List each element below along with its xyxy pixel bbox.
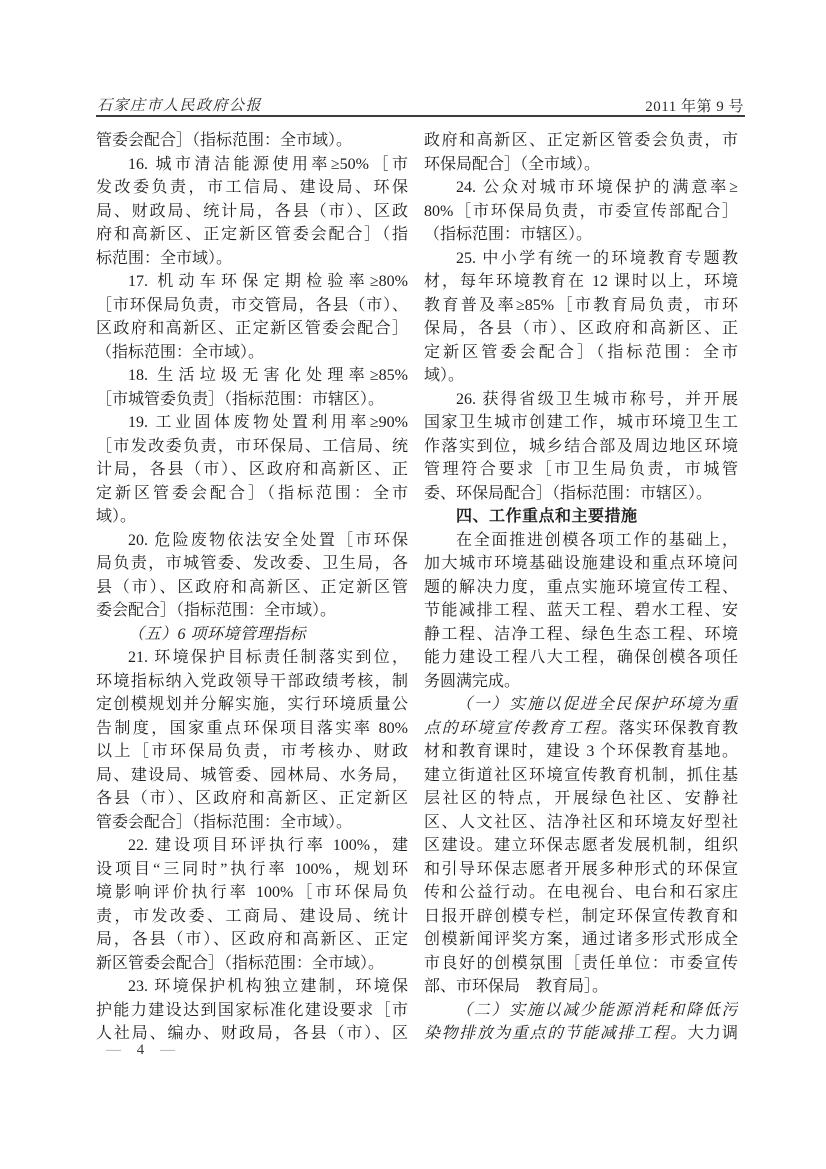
text-run: 区政府和高新区、正定新区管委会配合］ (96, 320, 408, 337)
text-line (96, 552, 408, 576)
issue-number: 2011 年第 9 号 (645, 99, 744, 115)
text-line (424, 623, 738, 647)
text-run: 国家卫生城市创建工作，城市环境卫生工 (424, 414, 738, 431)
text-run: 17. 机动车环保定期检验率≥80% (128, 273, 408, 290)
text-run: 80%［市环保局负责，市委宣传部配合］ (424, 202, 738, 220)
text-line (424, 811, 738, 835)
text-line (96, 435, 408, 459)
text-run: 局，各县（市）、区政府和高新区、正定 (96, 931, 408, 948)
text-run: 和引导环保志愿者开展多种形式的环保宣 (424, 860, 738, 878)
text-line (424, 129, 738, 153)
text-run: 局负责，市城管委、发改委、卫生局，各 (96, 555, 408, 572)
text-run: 政府和高新区、正定新区管委会负责，市 (424, 132, 738, 149)
text-run: 20. 危险废物依法安全处置［市环保 (128, 531, 408, 549)
text-line (96, 364, 408, 388)
text-run: 材，每年环境教育在 12 课时以上，环境 (424, 273, 738, 290)
text-line (424, 740, 738, 764)
text-line (96, 223, 408, 247)
text-run: （指标范围：市辖区）。 (424, 226, 593, 243)
text-run: 18. 生活垃圾无害化处理率≥85% (128, 367, 408, 384)
text-line (96, 928, 408, 952)
text-run: 23. 环境保护机构独立建制，环境保 (128, 978, 408, 995)
text-run: 委、环保局配合］（指标范围：市辖区）。 (424, 484, 713, 502)
text-run: 环境指标纳入党政领导干部政绩考核，制 (96, 672, 408, 690)
text-line (424, 834, 738, 858)
text-run: 保局，各县（市）、区政府和高新区、正 (424, 320, 738, 337)
text-line (424, 975, 738, 999)
text-line (96, 176, 408, 200)
text-run: 大力调 (687, 1025, 738, 1042)
text-line (96, 717, 408, 741)
text-line (424, 1022, 738, 1046)
text-line (424, 388, 738, 412)
text-run: 各县（市）、区政府和高新区、正定新区 (96, 790, 408, 807)
text-line (424, 599, 738, 623)
text-line (96, 787, 408, 811)
text-line (96, 646, 408, 670)
text-run: 告制度，国家重点环保项目落实率 80% (96, 719, 408, 737)
text-line (96, 200, 408, 224)
text-line (424, 505, 738, 529)
text-run: 传和公益行动。在电视台、电台和石家庄 (424, 884, 738, 901)
text-run: 21. 环境保护目标责任制落实到位， (128, 649, 408, 666)
text-line (424, 247, 738, 271)
text-run: 区建设。建立环保志愿者发展机制，组织 (424, 837, 738, 854)
text-run: 以上［市环保局负责，市考核办、财政 (96, 743, 408, 760)
text-run: 管委会配合］（指标范围：全市域）。 (96, 813, 353, 831)
text-run: 定新区管委会配合］（指标范围：全市 (96, 484, 408, 502)
text-line (96, 858, 408, 882)
text-run: 层社区的特点，开展绿色社区、安静社 (424, 790, 738, 807)
text-run: （五）6 项环境管理指标 (128, 625, 307, 643)
text-run: 题的解决力度，重点实施环境宣传工程、 (424, 578, 738, 596)
text-run: （一）实施以促进全民保护环境为重 (456, 696, 738, 713)
text-line (96, 317, 408, 341)
text-line (96, 247, 408, 271)
text-run: 作落实到位，城乡结合部及周边地区环境 (424, 437, 738, 455)
text-run: 日报开辟创模专栏，制定环保宣传教育和 (424, 907, 738, 925)
text-line (424, 458, 738, 482)
text-line (424, 787, 738, 811)
text-run: 加大城市环境基础设施建设和重点环境问 (424, 555, 738, 572)
text-line (96, 905, 408, 929)
text-line (424, 999, 738, 1023)
text-line (424, 905, 738, 929)
gazette-title: 石家庄市人民政府公报 (97, 98, 263, 114)
text-line (96, 881, 408, 905)
text-run: 24. 公众对城市环境保护的满意率≥ (456, 179, 738, 196)
text-run: ［市环保局负责，市交管局，各县（市）、 (96, 296, 408, 314)
text-run: 管委会配合］（指标范围：全市域）。 (96, 132, 353, 149)
text-line (96, 270, 408, 294)
text-run: 设项目“三同时”执行率 100%，规划环 (96, 860, 408, 878)
text-run: 人社局、编办、财政局，各县（市）、区 (96, 1025, 408, 1042)
text-run: 标范围：全市域）。 (96, 249, 233, 267)
text-run: 材和教育课时，建设 3 个环保教育基地。 (424, 743, 738, 760)
text-run: 染物排放为重点的节能减排工程。 (424, 1025, 688, 1042)
text-line (424, 317, 738, 341)
text-run: 域）。 (424, 367, 465, 384)
text-run: 创模新闻评奖方案，通过诸多形式形成全 (424, 931, 738, 948)
text-run: ［市城管委负责］（指标范围：市辖区）。 (96, 390, 385, 408)
text-line (424, 576, 738, 600)
text-line (424, 153, 738, 177)
text-line (424, 646, 738, 670)
text-run: 域）。 (96, 508, 137, 525)
text-run: 护能力建设达到国家标准化建设要求［市 (96, 1001, 408, 1019)
text-line (96, 811, 408, 835)
text-run: 26. 获得省级卫生城市称号，并开展 (456, 390, 738, 408)
text-run: 管理符合要求［市卫生局负责，市城管 (424, 461, 738, 478)
text-run: 部、市环保局 教育局］。 (424, 978, 609, 995)
text-line (424, 294, 738, 318)
text-run: 环保局配合］（全市域）。 (424, 155, 601, 173)
text-run: 责，市发改委、工商局、建设局、统计 (96, 907, 408, 925)
text-run: 教育普及率≥85%［市教育局负责，市环 (424, 296, 738, 314)
text-line (96, 576, 408, 600)
text-run: 16. 城市清洁能源使用率≥50%［市 (128, 155, 408, 173)
text-run: 区、人文社区、洁净社区和环境友好型社 (424, 813, 738, 831)
footer-dash-right: — (160, 1042, 175, 1058)
text-line (424, 200, 738, 224)
text-run: 静工程、洁净工程、绿色生态工程、环境 (424, 625, 738, 643)
text-run: 建立街道社区环境宣传教育机制，抓住基 (424, 766, 738, 784)
text-run: 境影响评价执行率 100%［市环保局负 (96, 884, 408, 901)
text-run: （指标范围：全市域）。 (96, 343, 265, 361)
text-line (424, 482, 738, 506)
text-line (96, 952, 408, 976)
text-line (424, 717, 738, 741)
text-run: 局、建设局、城管委、园林局、水务局， (96, 766, 408, 784)
text-line (96, 388, 408, 412)
text-line (96, 999, 408, 1023)
text-run: 能力建设工程八大工程，确保创模各项任 (424, 649, 738, 666)
footer-number: 4 (136, 1042, 145, 1058)
text-run: 县（市）、区政府和高新区、正定新区管 (96, 578, 408, 596)
text-run: 发改委负责，市工信局、建设局、环保 (96, 179, 408, 196)
text-run: 市良好的创模氛围［责任单位：市委宣传 (424, 954, 738, 972)
page-number (106, 1042, 175, 1059)
text-line (96, 599, 408, 623)
text-line (424, 952, 738, 976)
text-line (424, 670, 738, 694)
text-run: 在全面推进创模各项工作的基础上， (456, 531, 738, 549)
text-line (96, 153, 408, 177)
text-line (424, 552, 738, 576)
text-line (424, 764, 738, 788)
text-line (424, 928, 738, 952)
text-line (96, 411, 408, 435)
left-column (96, 129, 408, 1046)
text-line (96, 834, 408, 858)
footer-dash-left: — (106, 1042, 121, 1058)
text-line (96, 482, 408, 506)
text-run: 委会配合］（指标范围：全市域）。 (96, 602, 337, 619)
header-rule (96, 115, 745, 117)
text-line (424, 270, 738, 294)
text-line (96, 294, 408, 318)
text-line (424, 364, 738, 388)
text-line (424, 176, 738, 200)
text-run: 四、工作重点和主要措施 (456, 508, 638, 525)
text-run: 定新区管委会配合］（指标范围：全市 (424, 343, 738, 361)
text-run: （二）实施以减少能源消耗和降低污 (456, 1001, 738, 1019)
text-run: 务圆满完成。 (424, 672, 521, 690)
text-line (424, 341, 738, 365)
text-line (96, 764, 408, 788)
text-line (424, 223, 738, 247)
text-line (424, 693, 738, 717)
text-line (96, 670, 408, 694)
text-line (96, 458, 408, 482)
text-line (424, 411, 738, 435)
text-line (96, 129, 408, 153)
text-run: 定创模规划并分解实施，实行环境质量公 (96, 696, 408, 713)
text-line (96, 505, 408, 529)
text-line (424, 529, 738, 553)
text-run: 22. 建设项目环评执行率 100%，建 (128, 837, 408, 854)
text-line (424, 858, 738, 882)
text-line (424, 881, 738, 905)
text-run: 计局，各县（市）、区政府和高新区、正 (96, 461, 408, 478)
text-run: 局、财政局、统计局，各县（市）、区政 (96, 202, 408, 220)
text-run: 点的环境宣传教育工程。 (424, 719, 619, 737)
text-line (96, 341, 408, 365)
text-line (96, 740, 408, 764)
text-line (96, 529, 408, 553)
text-run: 新区管委会配合］（指标范围：全市域）。 (96, 954, 385, 972)
text-line (96, 975, 408, 999)
text-line (424, 435, 738, 459)
text-run: 19. 工业固体废物处置利用率≥90% (128, 414, 408, 431)
text-run: 节能减排工程、蓝天工程、碧水工程、安 (424, 602, 738, 619)
text-run: 落实环保教育教 (618, 719, 738, 737)
right-column (424, 129, 738, 1046)
text-run: ［市发改委负责，市环保局、工信局、统 (96, 437, 408, 455)
text-line (96, 693, 408, 717)
text-run: 府和高新区、正定新区管委会配合］（指 (96, 226, 408, 243)
text-line (96, 623, 408, 647)
text-run: 25. 中小学有统一的环境教育专题教 (456, 249, 738, 267)
